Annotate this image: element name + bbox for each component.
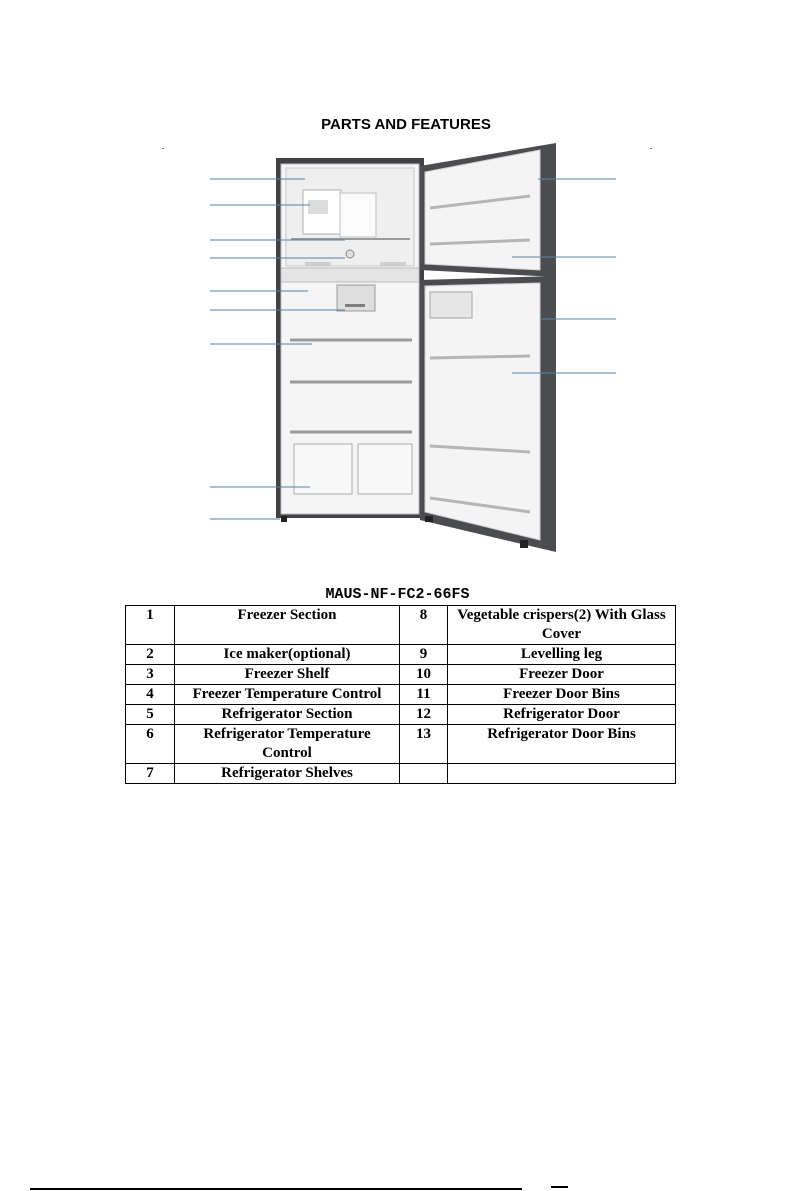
parts-table: [125, 605, 676, 784]
table-row: [126, 606, 676, 645]
part-number: 6: [126, 725, 175, 764]
page-heading: PARTS AND FEATURES: [321, 116, 491, 133]
part-name: Freezer Section: [175, 606, 400, 645]
part-name: Freezer Temperature Control: [175, 685, 400, 705]
table-row: [126, 764, 676, 784]
part-number: 13: [400, 725, 448, 764]
part-name: Refrigerator Door: [448, 705, 676, 725]
part-name: Freezer Door Bins: [448, 685, 676, 705]
part-number: 12: [400, 705, 448, 725]
table-row: [126, 725, 676, 764]
part-number: 9: [400, 645, 448, 665]
part-name: Levelling leg: [448, 645, 676, 665]
part-name: [448, 764, 676, 784]
refrigerator-door: [420, 276, 556, 552]
table-row: [126, 665, 676, 685]
part-name: Refrigerator Shelves: [175, 764, 400, 784]
fridge-cabinet: [276, 158, 424, 522]
table-row: [126, 705, 676, 725]
refrigerator-diagram: [150, 140, 670, 565]
scan-speck: [650, 148, 652, 149]
part-number: 11: [400, 685, 448, 705]
part-number: 8: [400, 606, 448, 645]
part-number: 10: [400, 665, 448, 685]
part-number: 4: [126, 685, 175, 705]
footer-rule: [30, 1188, 522, 1190]
part-name: Freezer Shelf: [175, 665, 400, 685]
part-name: Refrigerator Section: [175, 705, 400, 725]
part-number: 1: [126, 606, 175, 645]
part-name: Refrigerator Temperature Control: [175, 725, 400, 764]
part-name: Ice maker(optional): [175, 645, 400, 665]
part-name: Freezer Door: [448, 665, 676, 685]
part-number: 5: [126, 705, 175, 725]
scan-speck: [162, 148, 164, 149]
footer-mark: [551, 1186, 568, 1188]
part-number: 2: [126, 645, 175, 665]
table-row: [126, 685, 676, 705]
part-name: Vegetable crispers(2) With Glass Cover: [448, 606, 676, 645]
part-number: [400, 764, 448, 784]
model-number: MAUS-NF-FC2-66FS: [325, 586, 470, 603]
table-row: [126, 645, 676, 665]
part-number: 3: [126, 665, 175, 685]
part-name: Refrigerator Door Bins: [448, 725, 676, 764]
part-number: 7: [126, 764, 175, 784]
